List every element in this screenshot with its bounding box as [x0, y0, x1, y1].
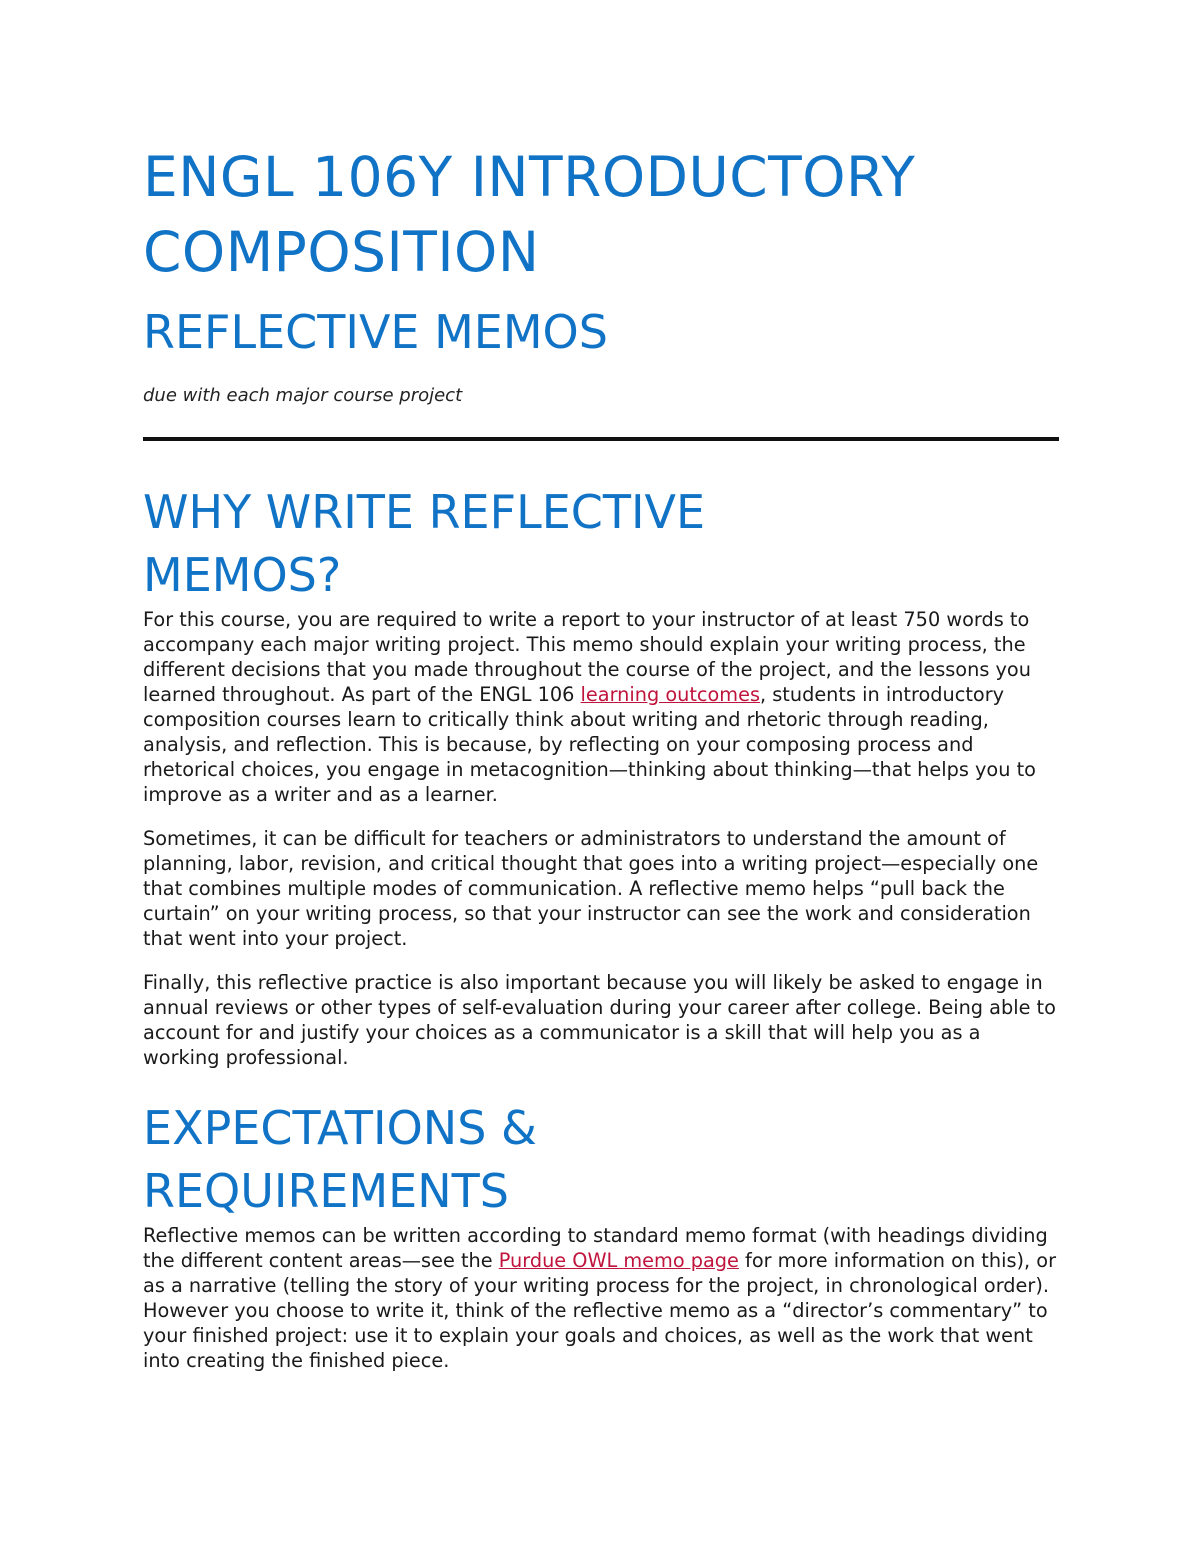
- document-title: [143, 140, 1059, 290]
- why-paragraph-3: Finally, this reflective practice is also important because you will likely be asked to engage in annual reviews or other types of self-evaluation during your career after college. Being able to account for and justify your choices as a communicator is a skill that will help you as a working professional.: [143, 971, 1056, 1069]
- heading-why-line-2: MEMOS?: [143, 548, 342, 602]
- heading-exp-line-1: EXPECTATIONS &: [143, 1101, 537, 1155]
- title-line-1: ENGL 106Y INTRODUCTORY: [143, 145, 916, 209]
- due-note: due with each major course project: [143, 385, 463, 406]
- title-line-2: COMPOSITION: [143, 220, 540, 284]
- why-paragraph-1: [143, 607, 1059, 807]
- purdue-owl-memo-link[interactable]: Purdue OWL memo page: [498, 1249, 739, 1272]
- why-paragraph-2: Sometimes, it can be difficult for teachers or administrators to understand the amount of planning, labor, revision, and critical thought that goes into a writing project—especially one that combines multiple modes of communication. A reflective memo helps “pull back the curtain” on your writing process, so that your instructor can see the work and consideration that went into your project.: [143, 827, 1039, 950]
- heading-exp-line-2: REQUIREMENTS: [143, 1164, 509, 1218]
- learning-outcomes-link[interactable]: learning outcomes: [580, 683, 760, 706]
- document-page: [143, 140, 1059, 1373]
- heading-why-line-1: WHY WRITE REFLECTIVE: [143, 485, 706, 539]
- document-subtitle: REFLECTIVE MEMOS: [143, 305, 608, 359]
- heading-why-write: [143, 481, 1059, 607]
- horizontal-divider: [143, 437, 1059, 441]
- expectations-paragraph-1: [143, 1223, 1059, 1373]
- exp-p1-text-before: Reflective memos can be written according to standard memo format (with headings dividing the different content areas—see the: [143, 1224, 1048, 1272]
- heading-expectations: [143, 1097, 1059, 1223]
- why-p1-text-after: , students in introductory composition courses learn to critically think about writing and rhetoric through reading, analysis, and reflection. This is because, by reflecting on your composing process and rhetorical choices, you engage in metacognition—thinking about thinking—that helps you to improve as a writer and as a learner.: [143, 683, 1036, 806]
- exp-p1-text-after: for more information on this), or as a narrative (telling the story of your writing process for the project, in chronological order). However you choose to write it, think of the reflective memo as a “director’s commentary” to your finished project: use it to explain your goals and choices, as well as the work that went into creating the finished piece.: [143, 1249, 1056, 1372]
- why-p1-text-before: For this course, you are required to write a report to your instructor of at least 750 words to accompany each major writing project. This memo should explain your writing process, the different decisions that you made throughout the course of the project, and the lessons you learned throughout. As part of the ENGL 106: [143, 608, 1031, 706]
